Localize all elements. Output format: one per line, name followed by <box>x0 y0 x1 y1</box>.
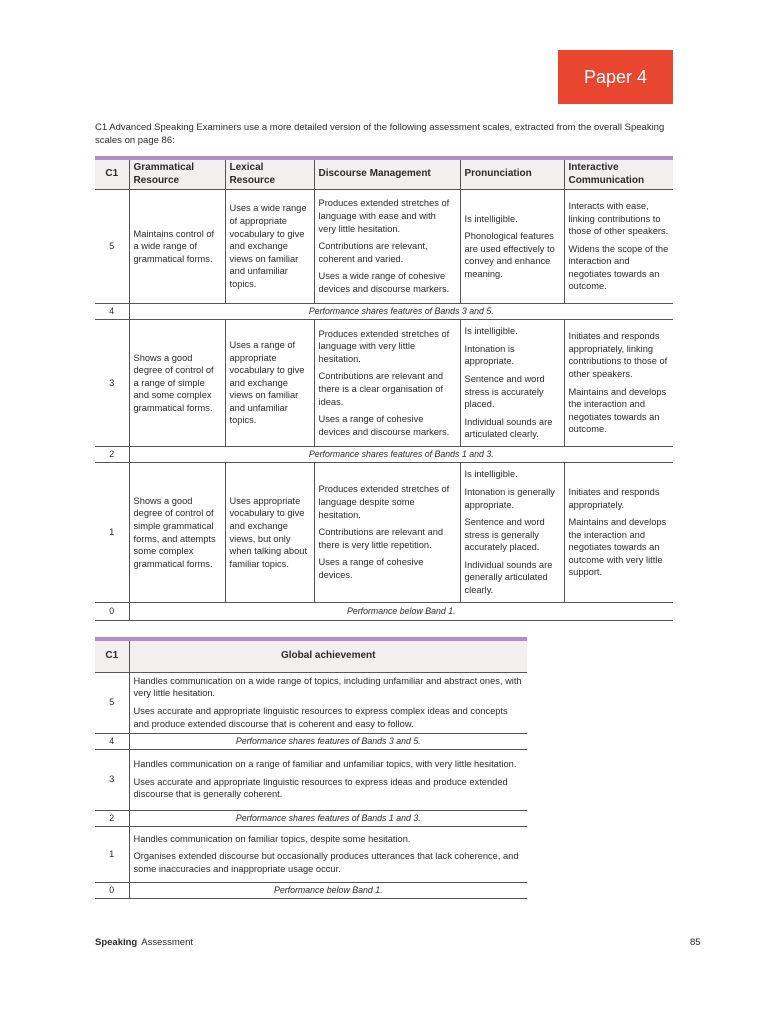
descriptor: Maintains and develops the interaction and negotiates towards an outcome. <box>568 386 667 435</box>
band-2-row <box>95 810 527 826</box>
descriptor: Uses a range of appropriate vocabulary to give and exchange views on familiar and unfamiliar topics. <box>229 339 305 426</box>
band-5-row <box>95 672 527 733</box>
descriptor-cell <box>129 749 527 810</box>
descriptor: Uses a wide range of appropriate vocabulary to give and exchange views on familiar and unfamiliar topics. <box>229 203 307 289</box>
lexis-cell <box>225 463 314 603</box>
descriptor: Shows a good degree of control of a range of simple and some complex grammatical forms. <box>133 352 214 413</box>
descriptor: Uses a wide range of cohesive devices and discourse markers. <box>318 271 450 294</box>
band-number: 4 <box>95 733 129 749</box>
descriptor: Produces extended stretches of language despite some hesitation. <box>318 484 450 520</box>
band-number: 4 <box>95 304 129 320</box>
col-header-discourse-management: Discourse Management <box>314 158 460 190</box>
pronunciation-cell <box>460 320 564 447</box>
band-5-row <box>95 190 673 304</box>
descriptor: Handles communication on a range of familiar and unfamiliar topics, with very little hesitation. <box>133 759 517 770</box>
descriptor: Widens the scope of the interaction and negotiates towards an outcome. <box>568 243 669 292</box>
band-0-row <box>95 603 673 621</box>
band-number: 0 <box>95 882 129 898</box>
footer-subsection: Assessment <box>141 937 193 948</box>
descriptor: Individual sounds are articulated clearly. <box>464 416 553 440</box>
col-header-pronunciation: Pronunciation <box>460 158 564 190</box>
grammar-cell <box>129 320 225 447</box>
descriptor-cell <box>129 826 527 882</box>
band-1-row <box>95 826 527 882</box>
band-0-summary: Performance below Band 1. <box>129 603 673 621</box>
band-0-row <box>95 882 527 898</box>
assessment-scales-table <box>95 156 673 621</box>
band-2-summary: Performance shares features of Bands 1 and 3. <box>129 447 673 463</box>
band-4-summary: Performance shares features of Bands 3 and 5. <box>129 733 527 749</box>
band-3-row <box>95 749 527 810</box>
descriptor: Shows a good degree of control of simple grammatical forms, and attempts some complex grammatical forms. <box>133 495 216 569</box>
grammar-cell <box>129 190 225 304</box>
band-1-row <box>95 463 673 603</box>
interactive-cell <box>564 320 673 447</box>
descriptor: Uses a range of cohesive devices and discourse markers. <box>318 414 450 437</box>
descriptor: Is intelligible. <box>464 213 518 224</box>
descriptor-cell <box>129 672 527 733</box>
band-2-row <box>95 447 673 463</box>
discourse-cell <box>314 190 460 304</box>
descriptor: Uses accurate and appropriate linguistic resources to express ideas and produce extended discourse that is generally coherent. <box>133 776 508 800</box>
descriptor: Individual sounds are generally articulated clearly. <box>464 559 553 596</box>
descriptor: Maintains and develops the interaction and negotiates towards an outcome with very little support. <box>568 517 667 578</box>
band-number: 5 <box>95 672 129 733</box>
interactive-cell <box>564 463 673 603</box>
col-header-lexical-resource: Lexical Resource <box>225 158 314 190</box>
descriptor: Sentence and word stress is accurately placed. <box>464 373 545 410</box>
descriptor: Is intelligible. <box>464 469 518 480</box>
band-number: 3 <box>95 749 129 810</box>
lexis-cell <box>225 190 314 304</box>
descriptor: Initiates and responds appropriately. <box>568 486 660 510</box>
band-4-row <box>95 304 673 320</box>
footer-section <box>95 937 193 948</box>
descriptor: Maintains control of a wide range of grammatical forms. <box>133 228 215 264</box>
grammar-cell <box>129 463 225 603</box>
col-header-level: C1 <box>95 158 129 190</box>
discourse-cell <box>314 463 460 603</box>
band-number: 0 <box>95 603 129 621</box>
col-header-level: C1 <box>95 639 129 672</box>
descriptor: Contributions are relevant, coherent and varied. <box>318 241 428 264</box>
descriptor: Intonation is appropriate. <box>464 343 515 367</box>
descriptor: Is intelligible. <box>464 326 518 337</box>
global-achievement-table <box>95 637 527 899</box>
descriptor: Handles communication on a wide range of topics, including unfamiliar and abstract ones, with very little hesitation. <box>133 675 522 699</box>
band-number: 2 <box>95 447 129 463</box>
discourse-cell <box>314 320 460 447</box>
descriptor: Initiates and responds appropriately, linking contributions to those of other speakers. <box>568 331 668 379</box>
descriptor: Contributions are relevant and there is very little repetition. <box>318 527 444 550</box>
descriptor: Organises extended discourse but occasionally produces utterances that lack coherence, and some inaccuracies and inappropriate usage occur. <box>133 851 519 874</box>
band-number: 3 <box>95 320 129 447</box>
descriptor: Intonation is generally appropriate. <box>464 486 555 510</box>
descriptor: Contributions are relevant and there is a clear organisation of ideas. <box>318 371 444 407</box>
band-number: 5 <box>95 190 129 304</box>
page-number: 85 <box>690 937 701 948</box>
intro-text: C1 Advanced Speaking Examiners use a more detailed version of the following assessment scales, extracted from the overall Speaking scales on page 86: <box>95 122 665 146</box>
col-header-global-achievement: Global achievement <box>129 639 527 672</box>
descriptor: Sentence and word stress is generally accurately placed. <box>464 517 545 553</box>
descriptor: Uses accurate and appropriate linguistic resources to express complex ideas and concepts and produce extended discourse that is coherent and easy to follow. <box>133 706 508 729</box>
descriptor: Phonological features are used effectively to convey and enhance meaning. <box>464 231 555 279</box>
band-number: 2 <box>95 810 129 826</box>
paper-tab: Paper 4 <box>558 50 673 104</box>
band-2-summary: Performance shares features of Bands 1 and 3. <box>129 810 527 826</box>
col-header-interactive-communication: Interactive Communication <box>564 158 673 190</box>
band-number: 1 <box>95 826 129 882</box>
band-3-row <box>95 320 673 447</box>
pronunciation-cell <box>460 190 564 304</box>
band-4-summary: Performance shares features of Bands 3 and 5. <box>129 304 673 320</box>
interactive-cell <box>564 190 673 304</box>
col-header-grammatical-resource: Grammatical Resource <box>129 158 225 190</box>
descriptor: Interacts with ease, linking contributions to those of other speakers. <box>568 200 669 237</box>
descriptor: Uses a range of cohesive devices. <box>318 557 424 580</box>
footer-section-title: Speaking <box>95 937 138 948</box>
descriptor: Handles communication on familiar topics, despite some hesitation. <box>133 833 411 844</box>
descriptor: Produces extended stretches of language with ease and with very little hesitation. <box>318 198 450 234</box>
header-row <box>95 158 673 190</box>
descriptor: Produces extended stretches of language with very little hesitation. <box>318 328 450 364</box>
lexis-cell <box>225 320 314 447</box>
band-number: 1 <box>95 463 129 603</box>
pronunciation-cell <box>460 463 564 603</box>
band-0-summary: Performance below Band 1. <box>129 882 527 898</box>
descriptor: Uses appropriate vocabulary to give and exchange views, but only when talking about familiar topics. <box>229 495 308 569</box>
band-4-row <box>95 733 527 749</box>
header-row <box>95 639 527 672</box>
